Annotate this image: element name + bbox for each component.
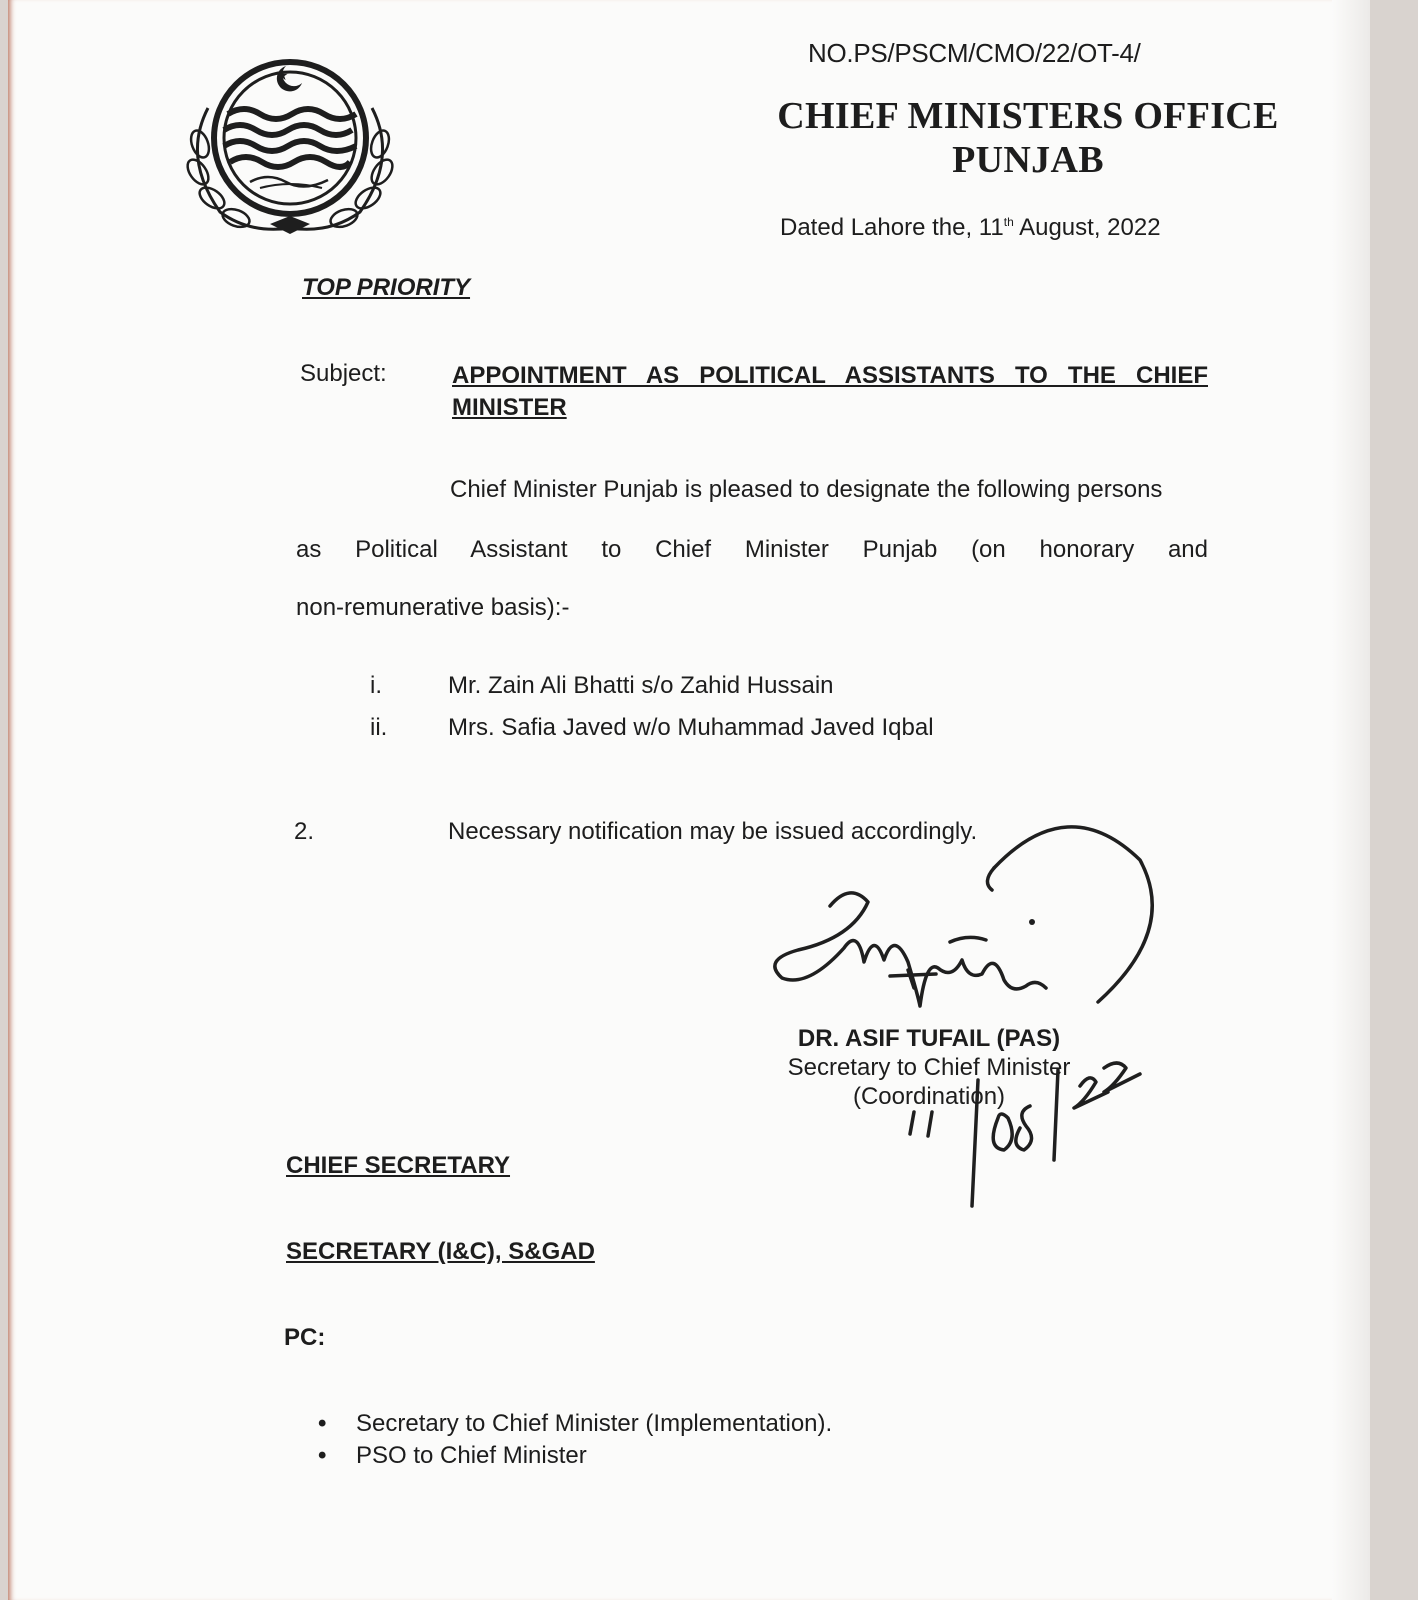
subject-text: APPOINTMENT AS POLITICAL ASSISTANTS TO THE CHIEF MINISTER [452, 362, 1208, 421]
paragraph-number: 2. [294, 818, 315, 845]
appointee-name: Mrs. Safia Javed w/o Muhammad Javed Iqbal [448, 714, 934, 741]
appointee-name: Mr. Zain Ali Bhatti s/o Zahid Hussain [448, 672, 834, 699]
reference-number: NO.PS/PSCM/CMO/22/OT-4/ [808, 38, 1141, 68]
office-heading [768, 94, 1288, 182]
list-item-number: ii. [370, 714, 388, 741]
pc-label: PC: [284, 1324, 326, 1351]
priority-label: TOP PRIORITY [302, 274, 471, 301]
appointee-list-item [370, 714, 934, 742]
bullet-icon: • [318, 1410, 327, 1437]
date-rest: August, 2022 [1013, 214, 1161, 241]
pc-list [318, 1408, 832, 1472]
body-line-1: Chief Minister Punjab is pleased to designate the following persons [450, 476, 1163, 503]
signatory-block [774, 1024, 1084, 1111]
pc-recipient: PSO to Chief Minister [356, 1442, 587, 1469]
date-prefix: Dated Lahore the, 11 [780, 214, 1004, 241]
pc-list-item [318, 1408, 832, 1440]
office-province: PUNJAB [952, 139, 1104, 181]
svg-text:★: ★ [276, 68, 289, 84]
pc-recipient: Secretary to Chief Minister (Implementation). [356, 1410, 833, 1437]
signatory-designation: Secretary to Chief Minister [787, 1054, 1071, 1081]
document-page [8, 0, 1370, 1600]
subject-label: Subject: [300, 360, 387, 387]
body-line-2: as Political Assistant to Chief Minister Punjab (on honorary and [296, 536, 1208, 563]
issue-date [780, 214, 1161, 242]
distribution-recipient: SECRETARY (I&C), S&GAD [286, 1238, 595, 1265]
appointee-list-item [370, 672, 834, 700]
paragraph-text: Necessary notification may be issued accordingly. [448, 818, 978, 845]
pc-list-item [318, 1440, 832, 1472]
signatory-department: (Coordination) [852, 1083, 1006, 1110]
distribution-recipient: CHIEF SECRETARY [286, 1152, 511, 1179]
page-edge-shade [1332, 0, 1370, 1600]
body-line-3: non-remunerative basis):- [296, 594, 570, 621]
handwritten-signature-icon [768, 810, 1188, 1230]
list-item-number: i. [370, 672, 382, 699]
date-ordinal-suffix: th [1003, 215, 1014, 229]
punjab-government-emblem-icon [178, 48, 402, 238]
signatory-name: DR. ASIF TUFAIL (PAS) [797, 1025, 1061, 1052]
bullet-icon: • [318, 1442, 327, 1469]
office-name: CHIEF MINISTERS OFFICE [777, 95, 1279, 137]
